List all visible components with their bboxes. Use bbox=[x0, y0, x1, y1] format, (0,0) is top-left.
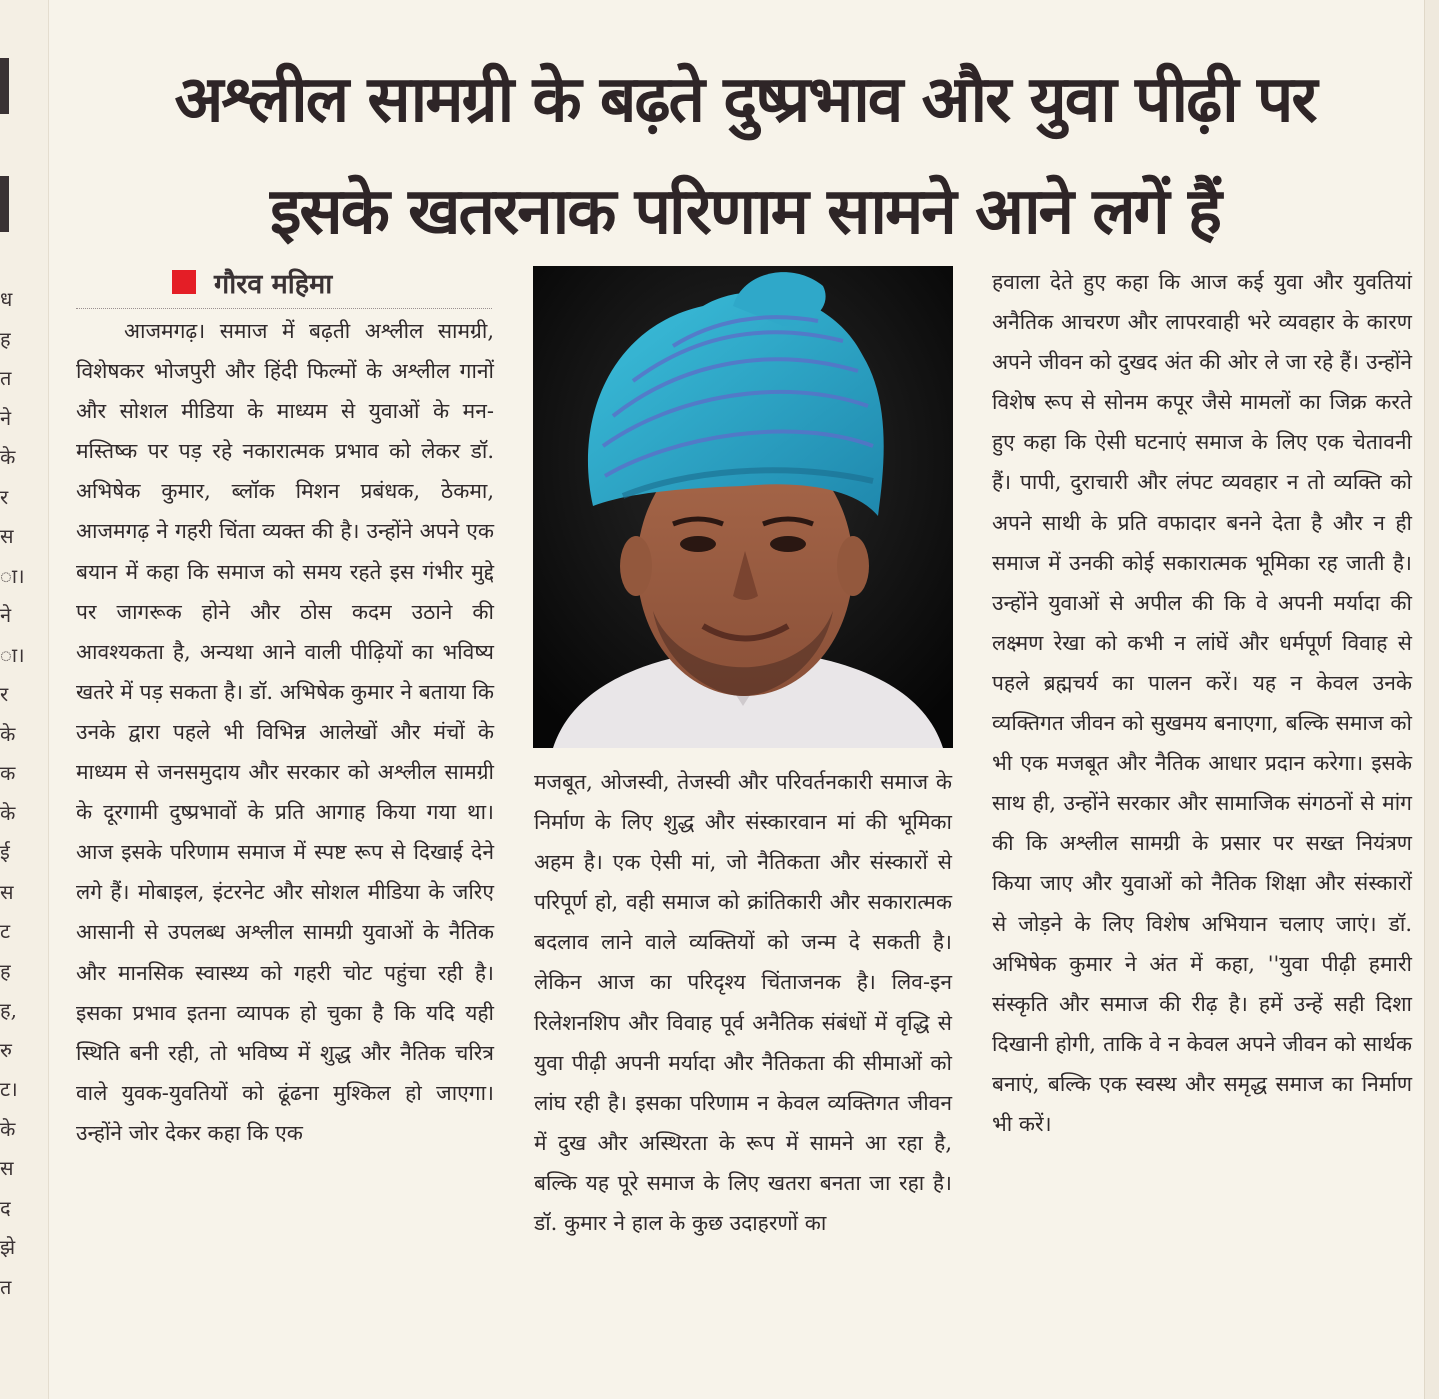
article-paragraph: आजमगढ़। समाज में बढ़ती अश्लील सामग्री, विशेषकर भोजपुरी और हिंदी फिल्मों के अश्लील गानों और सोशल मीडिया के माध्यम से युवाओं के मन-मस्तिष्क पर पड़ रहे नकारात्मक प्रभाव को लेकर डॉ. अभिषेक कुमार, ब्लॉक मिशन प्रबंधक, ठेकमा, आजमगढ़ ने गहरी चिंता व्यक्त की है। उन्होंने अपने एक बयान में कहा कि समाज को समय रहते इस गंभीर मुद्दे पर जागरूक होने और ठोस कदम उठाने की आवश्यकता है, अन्यथा आने वाली पीढ़ियों का भविष्य खतरे में पड़ सकता है। डॉ. अभिषेक कुमार ने बताया कि उनके द्वारा पहले भी विभिन्न आलेखों और मंचों के माध्यम से जनसमुदाय और सरकार को अश्लील सामग्री के दूरगामी दुष्प्रभावों के प्रति आगाह किया गया था। आज इसके परिणाम समाज में स्पष्ट रूप से दिखाई देने लगे हैं। मोबाइल, इंटरनेट और सोशल मीडिया के जरिए आसानी से उपलब्ध अश्लील सामग्री युवाओं के नैतिक और मानसिक स्वास्थ्य को गहरी चोट पहुंचा रही है। इसका प्रभाव इतना व्यापक हो चुका है कि यदि यही स्थिति बनी रही, तो भविष्य में शुद्ध और नैतिक चरित्र वाले युवक-युवतियों को ढूंढना मुश्किल हो जाएगा। उन्होंने जोर देकर कहा कि एक bbox=[76, 319, 494, 1145]
adjacent-column-fragment: रु bbox=[0, 1037, 12, 1062]
article-column-1 bbox=[76, 311, 494, 1153]
adjacent-column-fragment: ह bbox=[0, 326, 11, 351]
portrait-illustration bbox=[533, 266, 953, 748]
adjacent-column-fragment: ट bbox=[0, 919, 11, 943]
adjacent-column-fragment: के bbox=[0, 445, 16, 469]
adjacent-column-fragment: स bbox=[0, 1156, 14, 1180]
headline-line-2: इसके खतरनाक परिणाम सामने आने लगें हैं bbox=[270, 175, 1220, 249]
headline bbox=[60, 44, 1430, 268]
adjacent-column-fragment: ट। bbox=[0, 1077, 18, 1101]
byline-divider bbox=[76, 308, 492, 309]
adjacent-column-fragment: स bbox=[0, 524, 14, 548]
article-paragraph: हवाला देते हुए कहा कि आज कई युवा और युवतियां अनैतिक आचरण और लापरवाही भरे व्यवहार के कारण अपने जीवन को दुखद अंत की ओर ले जा रहे हैं। उन्होंने विशेष रूप से सोनम कपूर जैसे मामलों का जिक्र करते हुए कहा कि ऐसी घटनाएं समाज के लिए एक चेतावनी हैं। पापी, दुराचारी और लंपट व्यवहार न तो व्यक्ति को अपने साथी के प्रति वफादार बनने देता है और न ही समाज में उनकी कोई सकारात्मक भूमिका रह जाती है। उन्होंने युवाओं से अपील की कि वे अपनी मर्यादा की लक्ष्मण रेखा को कभी न लांघें और धर्मपूर्ण विवाह से पहले ब्रह्मचर्य का पालन करें। यह न केवल उनके व्यक्तिगत जीवन को सुखमय बनाएगा, बल्कि समाज को भी एक मजबूत और नैतिक आधार प्रदान करेगा। इसके साथ ही, उन्होंने सरकार और सामाजिक संगठनों से मांग की कि अश्लील सामग्री के प्रसार पर सख्त नियंत्रण किया जाए और युवाओं को नैतिक शिक्षा और संस्कारों से जोड़ने के लिए विशेष अभियान चलाए जाएं। डॉ. अभिषेक कुमार ने अंत में कहा, ''युवा पीढ़ी हमारी संस्कृति और समाज की रीढ़ है। हमें उन्हें सही दिशा दिखानी होगी, ताकि वे न केवल अपने जीवन को सार्थक बनाएं, बल्कि एक स्वस्थ और समृद्ध समाज का निर्माण भी करें। bbox=[992, 270, 1412, 1136]
adjacent-column-fragments bbox=[0, 280, 25, 1307]
article-paragraph: मजबूत, ओजस्वी, तेजस्वी और परिवर्तनकारी समाज के निर्माण के लिए शुद्ध और संस्कारवान मां की भूमिका अहम है। एक ऐसी मां, जो नैतिकता और संस्कारों से परिपूर्ण हो, वही समाज को क्रांतिकारी और सकारात्मक बदलाव लाने वाले व्यक्तियों को जन्म दे सकती है। लेकिन आज का परिदृश्य चिंताजनक है। लिव-इन रिलेशनशिप और विवाह पूर्व अनैतिक संबंधों में वृद्धि से युवा पीढ़ी अपनी मर्यादा और नैतिकता की सीमाओं को लांघ रही है। इसका परिणाम न केवल व्यक्तिगत जीवन में दुख और अस्थिरता के रूप में सामने आ रहा है, बल्कि यह पूरे समाज के लिए खतरा बनता जा रहा है। डॉ. कुमार ने हाल के कुछ उदाहरणों का bbox=[534, 770, 952, 1236]
headline-fragment bbox=[0, 58, 9, 114]
byline-author: गौरव महिमा bbox=[214, 268, 333, 300]
headline-line-1: अश्लील सामग्री के बढ़ते दुष्प्रभाव और युवा पीढ़ी पर bbox=[174, 63, 1316, 137]
adjacent-column-fragment: स bbox=[0, 879, 14, 904]
adjacent-column-fragment: ा। bbox=[0, 642, 25, 667]
adjacent-column-fragment: क bbox=[0, 761, 16, 785]
adjacent-column-fragment: ह, bbox=[0, 998, 17, 1022]
adjacent-column-fragment: ह bbox=[0, 958, 11, 983]
article-column-2 bbox=[534, 762, 952, 1243]
adjacent-column-fragment: के bbox=[0, 1116, 16, 1141]
adjacent-column-fragment: त bbox=[0, 1274, 12, 1299]
adjacent-column-fragment: त bbox=[0, 366, 12, 390]
byline bbox=[172, 264, 332, 300]
adjacent-column-fragment: के bbox=[0, 721, 16, 746]
adjacent-column-fragment: ा। bbox=[0, 563, 25, 588]
adjacent-column-fragment: द bbox=[0, 1195, 11, 1220]
adjacent-column-fragment: र bbox=[0, 484, 9, 509]
adjacent-column-fragment: के bbox=[0, 800, 16, 825]
byline-marker-icon bbox=[172, 270, 196, 294]
adjacent-column-fragment: ई bbox=[0, 840, 10, 864]
adjacent-column-fragment: ने bbox=[0, 603, 12, 627]
adjacent-headline-fragments bbox=[0, 58, 14, 294]
adjacent-column-fragment: र bbox=[0, 682, 9, 706]
article-column-3 bbox=[992, 262, 1412, 1144]
adjacent-column-fragment: झे bbox=[0, 1235, 16, 1259]
headline-fragment bbox=[0, 176, 9, 232]
adjacent-column-fragment: ध bbox=[0, 287, 13, 311]
portrait-photo bbox=[533, 266, 953, 748]
adjacent-column-fragment: ने bbox=[0, 405, 12, 430]
